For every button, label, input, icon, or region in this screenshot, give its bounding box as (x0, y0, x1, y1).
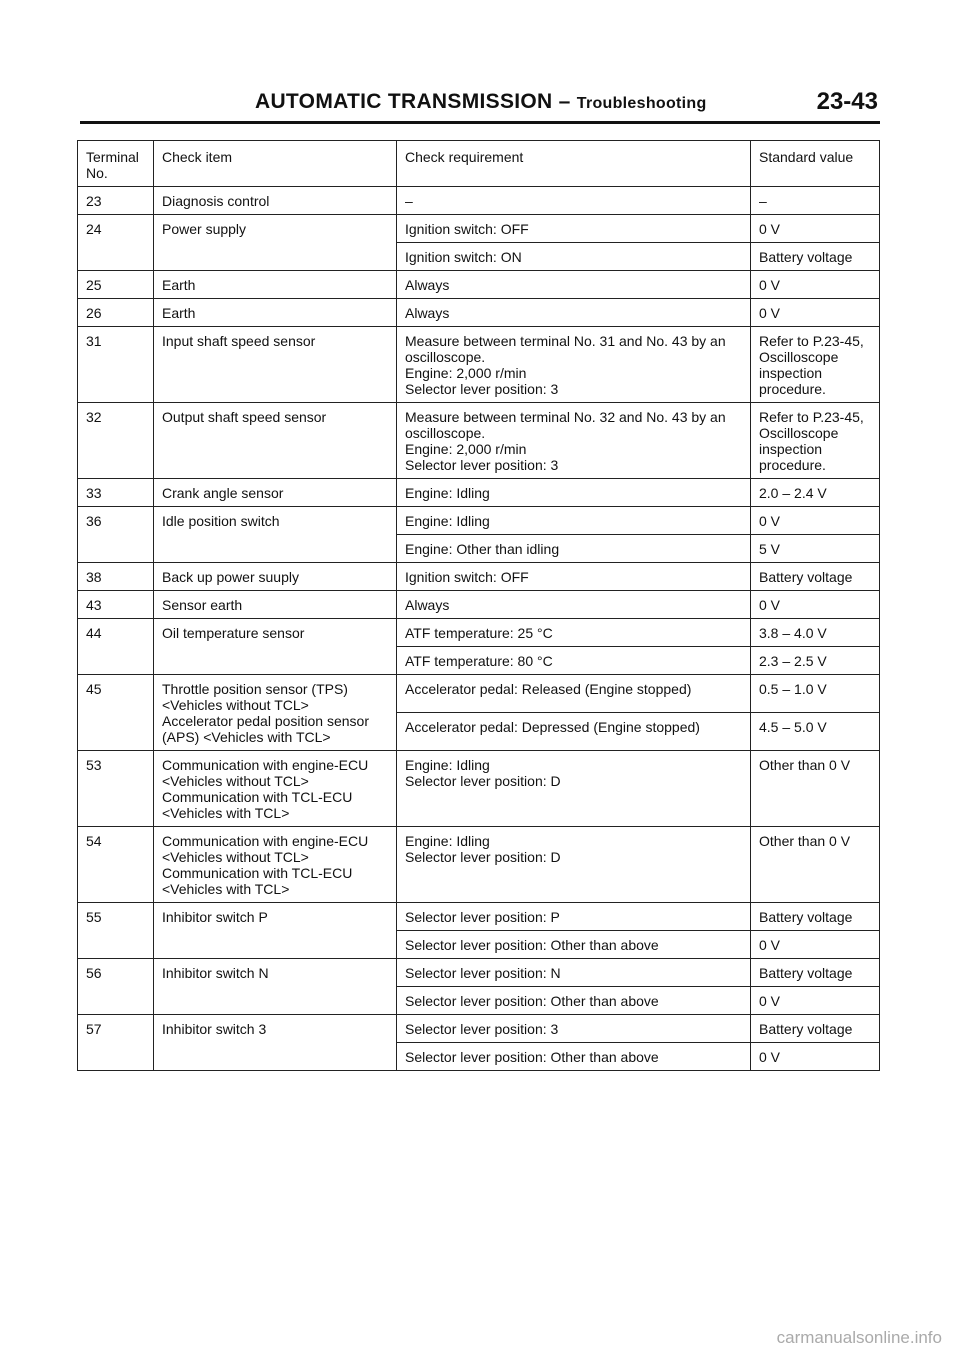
terminal-number-cell: 43 (78, 591, 154, 619)
table-row (78, 675, 880, 713)
table-row (78, 751, 880, 827)
check-item-cell: Input shaft speed sensor (154, 327, 397, 403)
check-requirement-cell: Measure between terminal No. 32 and No. 43 by an oscilloscope. Engine: 2,000 r/min Selector lever position: 3 (397, 403, 751, 479)
header-terminal-no: Terminal No. (78, 141, 154, 187)
terminal-number-cell: 25 (78, 271, 154, 299)
table-row (78, 271, 880, 299)
standard-value-cell: 0 V (751, 1043, 880, 1071)
check-requirement-cell: Accelerator pedal: Released (Engine stopped) (397, 675, 751, 713)
check-item-cell: Earth (154, 299, 397, 327)
check-item-cell: Inhibitor switch P (154, 903, 397, 959)
standard-value-cell: 0 V (751, 215, 880, 243)
terminal-number-cell: 33 (78, 479, 154, 507)
standard-value-cell: 0 V (751, 299, 880, 327)
terminal-number-cell: 57 (78, 1015, 154, 1071)
table-row (78, 479, 880, 507)
watermark: carmanualsonline.info (776, 1328, 942, 1347)
standard-value-cell: 0 V (751, 931, 880, 959)
check-requirement-cell: Measure between terminal No. 31 and No. 43 by an oscilloscope. Engine: 2,000 r/min Selector lever position: 3 (397, 327, 751, 403)
table-row (78, 827, 880, 903)
check-item-cell: Inhibitor switch 3 (154, 1015, 397, 1071)
table-body (78, 187, 880, 1071)
table-row (78, 187, 880, 215)
header-standard-value: Standard value (751, 141, 880, 187)
check-item-cell: Oil temperature sensor (154, 619, 397, 675)
terminal-number-cell: 45 (78, 675, 154, 751)
standard-value-cell: Battery voltage (751, 1015, 880, 1043)
table-row (78, 591, 880, 619)
check-item-cell: Crank angle sensor (154, 479, 397, 507)
check-requirement-cell: Engine: Idling Selector lever position: D (397, 827, 751, 903)
table-row (78, 327, 880, 403)
terminal-number-cell: 23 (78, 187, 154, 215)
check-requirement-cell: Selector lever position: N (397, 959, 751, 987)
terminal-number-cell: 38 (78, 563, 154, 591)
title-sub: Troubleshooting (576, 95, 707, 112)
check-item-cell: Sensor earth (154, 591, 397, 619)
check-requirement-cell: Engine: Idling (397, 507, 751, 535)
standard-value-cell: Other than 0 V (751, 827, 880, 903)
standard-value-cell: 0 V (751, 987, 880, 1015)
standard-value-cell: 0.5 – 1.0 V (751, 675, 880, 713)
standard-value-cell: Battery voltage (751, 243, 880, 271)
standard-value-cell: 3.8 – 4.0 V (751, 619, 880, 647)
check-requirement-cell: Ignition switch: ON (397, 243, 751, 271)
table-row (78, 403, 880, 479)
check-item-cell: Output shaft speed sensor (154, 403, 397, 479)
check-requirement-cell: Selector lever position: Other than above (397, 987, 751, 1015)
page-header (80, 84, 880, 120)
check-requirement-cell: Always (397, 591, 751, 619)
terminal-number-cell: 26 (78, 299, 154, 327)
standard-value-cell: Battery voltage (751, 563, 880, 591)
check-item-cell: Power supply (154, 215, 397, 271)
check-requirement-cell: Engine: Other than idling (397, 535, 751, 563)
header-check-item: Check item (154, 141, 397, 187)
standard-value-cell: Refer to P.23-45, Oscilloscope inspection procedure. (751, 327, 880, 403)
title-main: AUTOMATIC TRANSMISSION (255, 90, 553, 113)
terminal-number-cell: 24 (78, 215, 154, 271)
check-requirement-cell: Selector lever position: P (397, 903, 751, 931)
header-rule (80, 121, 880, 124)
terminal-number-cell: 53 (78, 751, 154, 827)
page-number: 23-43 (816, 88, 878, 115)
check-item-cell: Communication with engine-ECU <Vehicles without TCL> Communication with TCL-ECU <Vehicles with TCL> (154, 827, 397, 903)
check-requirement-cell: Engine: Idling Selector lever position: D (397, 751, 751, 827)
table-row (78, 563, 880, 591)
check-requirement-cell: Ignition switch: OFF (397, 215, 751, 243)
check-requirement-cell: ATF temperature: 25 °C (397, 619, 751, 647)
check-item-cell: Earth (154, 271, 397, 299)
terminal-check-table (77, 140, 880, 1071)
check-requirement-cell: Engine: Idling (397, 479, 751, 507)
standard-value-cell: – (751, 187, 880, 215)
check-requirement-cell: Always (397, 271, 751, 299)
terminal-number-cell: 55 (78, 903, 154, 959)
check-item-cell: Throttle position sensor (TPS) <Vehicles without TCL> Accelerator pedal position sensor (APS) <Vehicles with TCL> (154, 675, 397, 751)
table-row (78, 1015, 880, 1043)
check-requirement-cell: Selector lever position: Other than above (397, 1043, 751, 1071)
header-check-requirement: Check requirement (397, 141, 751, 187)
standard-value-cell: Battery voltage (751, 903, 880, 931)
standard-value-cell: Other than 0 V (751, 751, 880, 827)
check-item-cell: Diagnosis control (154, 187, 397, 215)
check-requirement-cell: Always (397, 299, 751, 327)
title-separator: – (558, 90, 571, 113)
standard-value-cell: 2.3 – 2.5 V (751, 647, 880, 675)
table-row (78, 507, 880, 535)
check-requirement-cell: Selector lever position: Other than above (397, 931, 751, 959)
check-requirement-cell: Accelerator pedal: Depressed (Engine stopped) (397, 713, 751, 751)
table-row (78, 959, 880, 987)
table-row (78, 215, 880, 243)
standard-value-cell: 0 V (751, 591, 880, 619)
terminal-number-cell: 56 (78, 959, 154, 1015)
check-requirement-cell: Selector lever position: 3 (397, 1015, 751, 1043)
standard-value-cell: Refer to P.23-45, Oscilloscope inspection procedure. (751, 403, 880, 479)
terminal-number-cell: 36 (78, 507, 154, 563)
standard-value-cell: 0 V (751, 507, 880, 535)
check-requirement-cell: ATF temperature: 80 °C (397, 647, 751, 675)
standard-value-cell: 0 V (751, 271, 880, 299)
table-row (78, 903, 880, 931)
table-row (78, 299, 880, 327)
table-row (78, 619, 880, 647)
check-item-cell: Communication with engine-ECU <Vehicles without TCL> Communication with TCL-ECU <Vehicles with TCL> (154, 751, 397, 827)
standard-value-cell: 4.5 – 5.0 V (751, 713, 880, 751)
standard-value-cell: Battery voltage (751, 959, 880, 987)
terminal-number-cell: 54 (78, 827, 154, 903)
table-header-row (78, 141, 880, 187)
standard-value-cell: 5 V (751, 535, 880, 563)
check-item-cell: Back up power suuply (154, 563, 397, 591)
check-requirement-cell: Ignition switch: OFF (397, 563, 751, 591)
terminal-number-cell: 32 (78, 403, 154, 479)
check-item-cell: Inhibitor switch N (154, 959, 397, 1015)
check-requirement-cell: – (397, 187, 751, 215)
page-title (255, 90, 707, 114)
check-item-cell: Idle position switch (154, 507, 397, 563)
terminal-number-cell: 44 (78, 619, 154, 675)
terminal-number-cell: 31 (78, 327, 154, 403)
standard-value-cell: 2.0 – 2.4 V (751, 479, 880, 507)
